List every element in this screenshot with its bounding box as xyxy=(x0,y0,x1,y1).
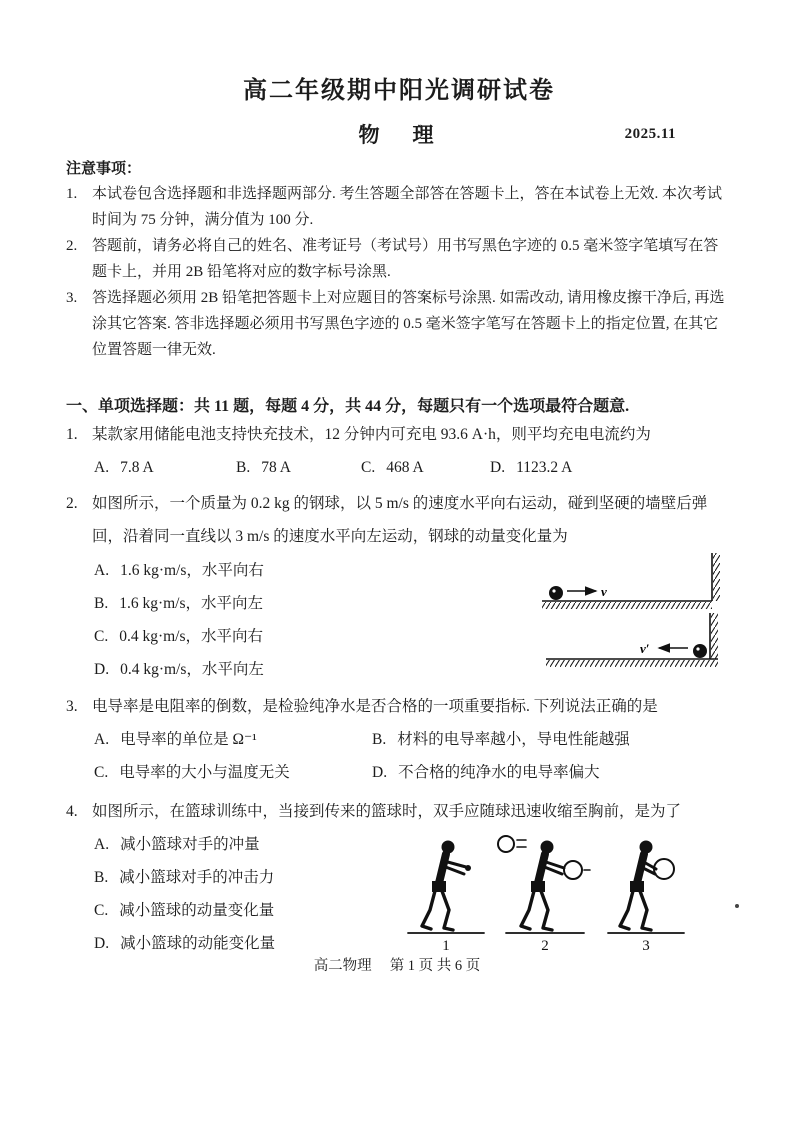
subject-title: 物 理 xyxy=(358,123,440,147)
basketball-catch-diagram xyxy=(400,831,692,955)
question-number: 4. xyxy=(66,803,78,820)
option-text: 78 A xyxy=(261,459,291,476)
ball-at-hands xyxy=(564,861,582,879)
notice-item-text: 答选择题必须用 2B 铅笔把答题卡上对应题目的答案标号涂黑. 如需改动, 请用橡皮擦干净后, 再选涂其它答案. 答非选择题必须用书写黑色字迹的 0.5 毫米签字笔写在答题卡上的指定位置, 在其它位置答题一律无效. xyxy=(92,290,725,358)
notice-item-1 xyxy=(66,181,732,233)
steel-ball xyxy=(549,586,563,600)
option-text: 减小篮球的动能变化量 xyxy=(120,935,276,952)
option-A xyxy=(94,723,372,756)
notice-item-text: 本试卷包含选择题和非选择题两部分. 考生答题全部答在答题卡上，答在本试卷上无效. 本次考试时间为 75 分钟，满分值为 100 分. xyxy=(92,186,723,228)
option-label: C. xyxy=(94,628,109,645)
question-text: 如图所示，在篮球训练中，当接到传来的篮球时，双手应随球迅速收缩至胸前，是为了 xyxy=(92,803,682,820)
stage-1-label: 1 xyxy=(442,938,450,954)
option-label: C. xyxy=(94,764,109,781)
option-label: B. xyxy=(94,869,109,886)
option-A xyxy=(94,451,236,485)
page-footer xyxy=(0,954,794,975)
exam-date: 2025.11 xyxy=(624,126,676,142)
option-text: 减小篮球的动量变化量 xyxy=(119,902,275,919)
option-label: A. xyxy=(94,731,110,748)
question-1-stem xyxy=(66,418,732,451)
section-heading: 一、单项选择题：共 11 题，每题 4 分，共 44 分，每题只有一个选项最符合题意. xyxy=(66,398,630,415)
option-label: D. xyxy=(490,459,506,476)
option-B xyxy=(236,451,361,485)
option-label: C. xyxy=(94,902,109,919)
steel-ball xyxy=(693,644,707,658)
velocity-label: v xyxy=(601,584,607,599)
option-label: C. xyxy=(361,459,376,476)
option-B xyxy=(372,723,732,756)
ball-wall-diagram xyxy=(540,539,740,675)
notice-item-text: 答题前，请务必将自己的姓名、准考证号（考试号）用书写黑色字迹的 0.5 毫米签字笔填写在答题卡上，并用 2B 铅笔将对应的数字标号涂黑. xyxy=(92,238,719,280)
question-4-block xyxy=(66,795,732,960)
option-text: 0.4 kg·m/s，水平向右 xyxy=(119,628,264,645)
stage-3-label: 3 xyxy=(642,938,650,954)
question-number: 1. xyxy=(66,426,78,443)
option-label: B. xyxy=(372,731,387,748)
option-text: 1123.2 A xyxy=(516,459,573,476)
question-text: 如图所示，一个质量为 0.2 kg 的钢球，以 5 m/s 的速度水平向右运动，碰到坚硬的墙壁后弹回，沿着同一直线以 3 m/s 的速度水平向左运动，钢球的动量变化量为 xyxy=(92,495,708,545)
player-stage-2 xyxy=(498,836,590,933)
option-text: 1.6 kg·m/s，水平向右 xyxy=(120,562,264,579)
question-number: 3. xyxy=(66,698,78,715)
page-title: 高二年级期中阳光调研试卷 xyxy=(243,78,555,104)
question-2-block xyxy=(66,487,732,686)
option-text: 材料的电导率越小，导电性能越强 xyxy=(397,731,630,748)
option-text: 468 A xyxy=(386,459,424,476)
option-label: D. xyxy=(94,661,110,678)
footer-page-info: 第 1 页 共 6 页 xyxy=(389,958,481,974)
notice-list xyxy=(66,181,732,363)
before-collision-subfigure xyxy=(542,553,720,609)
option-text: 不合格的纯净水的电导率偏大 xyxy=(398,764,600,781)
option-text: 1.6 kg·m/s，水平向左 xyxy=(119,595,264,612)
question-3-stem xyxy=(66,690,732,723)
player-stage-3 xyxy=(608,841,684,934)
option-text: 减小篮球对手的冲量 xyxy=(120,836,260,853)
notice-item-number: 2. xyxy=(66,238,78,254)
question-text: 某款家用储能电池支持快充技术，12 分钟内可充电 93.6 A·h，则平均充电电流约为 xyxy=(92,426,651,443)
subject-row xyxy=(66,119,732,149)
option-label: D. xyxy=(94,935,110,952)
option-text: 电导率的大小与温度无关 xyxy=(119,764,290,781)
rebound-velocity-label: v′ xyxy=(640,641,650,656)
after-collision-subfigure xyxy=(546,613,718,667)
option-label: A. xyxy=(94,836,110,853)
option-C xyxy=(94,756,372,789)
notice-item-number: 3. xyxy=(66,290,78,306)
player-stage-1 xyxy=(408,841,484,934)
wall-hatch xyxy=(711,613,718,659)
option-label: B. xyxy=(236,459,251,476)
option-label: D. xyxy=(372,764,388,781)
stray-mark xyxy=(735,904,739,908)
question-1-block xyxy=(66,418,732,485)
ground-hatch xyxy=(542,602,712,609)
option-text: 7.8 A xyxy=(120,459,154,476)
option-text: 电导率的单位是 Ω⁻¹ xyxy=(120,731,257,748)
option-text: 0.4 kg·m/s，水平向左 xyxy=(120,661,264,678)
option-label: B. xyxy=(94,595,109,612)
option-D xyxy=(490,451,572,485)
footer-course: 高二物理 xyxy=(313,958,372,974)
wall-hatch xyxy=(713,553,720,601)
question-number: 2. xyxy=(66,495,78,512)
option-C xyxy=(361,451,490,485)
question-4-stem xyxy=(66,795,732,828)
question-3-options xyxy=(66,723,732,789)
option-label: A. xyxy=(94,459,110,476)
question-text: 电导率是电阻率的倒数，是检验纯净水是否合格的一项重要指标. 下列说法正确的是 xyxy=(92,698,658,715)
question-1-options xyxy=(66,451,732,485)
stage-2-label: 2 xyxy=(541,938,549,954)
option-text: 减小篮球对手的冲击力 xyxy=(119,869,275,886)
notice-item-number: 1. xyxy=(66,186,78,202)
questions-area xyxy=(66,418,732,960)
option-D xyxy=(372,756,732,789)
notice-item-2 xyxy=(66,233,732,285)
ground-hatch xyxy=(546,660,718,667)
incoming-ball xyxy=(498,836,514,852)
option-label: A. xyxy=(94,562,110,579)
notice-item-3 xyxy=(66,285,732,363)
notice-heading: 注意事项： xyxy=(66,161,142,177)
question-3-block xyxy=(66,690,732,789)
